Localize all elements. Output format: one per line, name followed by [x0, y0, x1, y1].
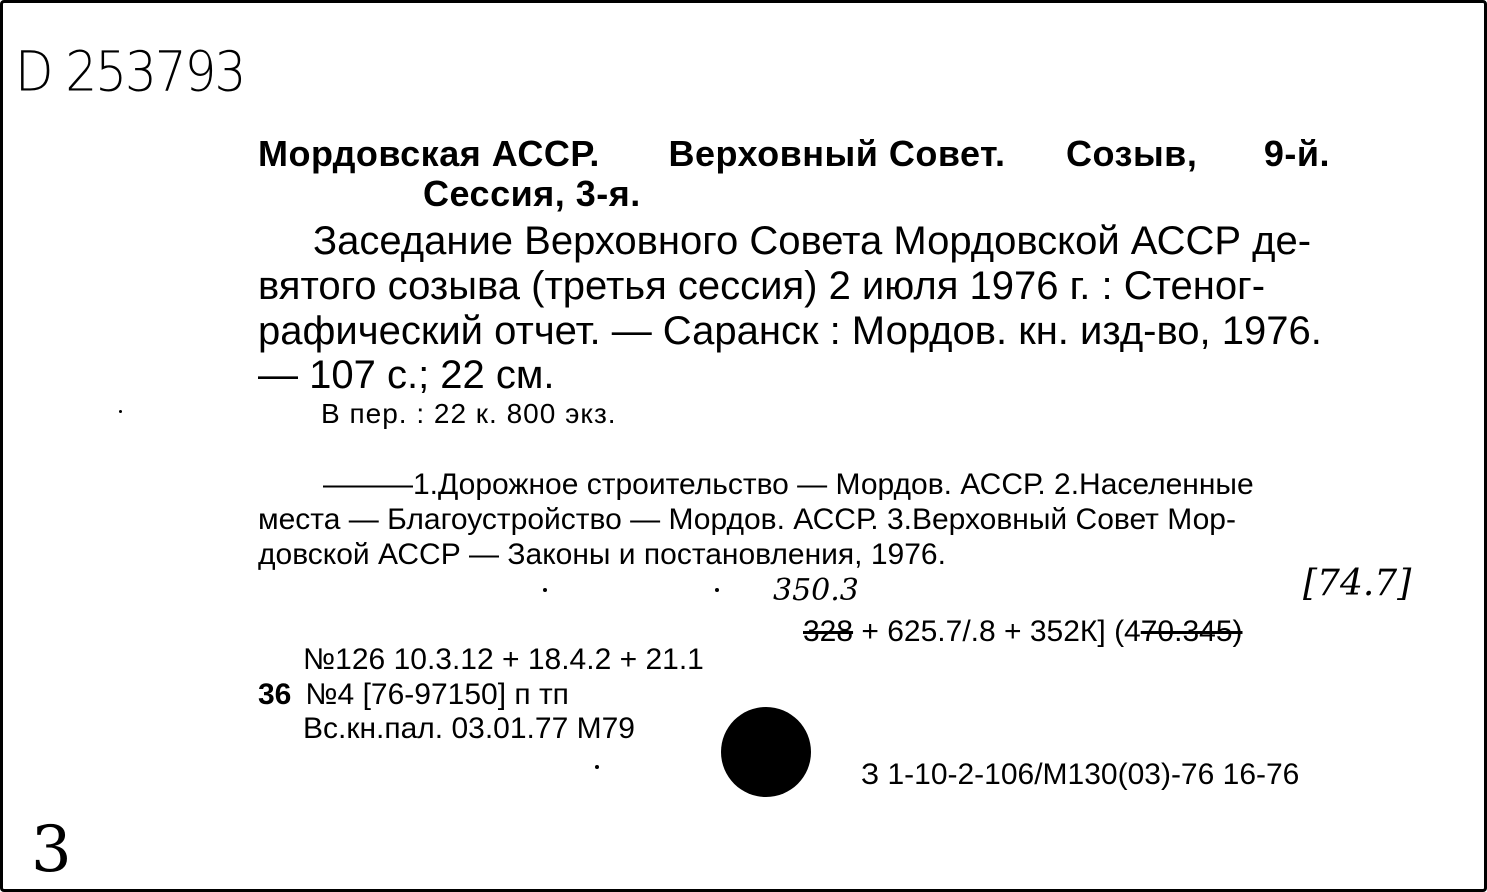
catalog-number: D 253793 [15, 40, 245, 104]
heading-convocation: Созыв, [1066, 133, 1198, 174]
title-line-2: вятого созыва (третья сессия) 2 июля 1976 г. : Стеног- [258, 264, 1266, 308]
handwritten-class: 350.3 [773, 573, 859, 608]
number-line: №126 10.3.12 + 18.4.2 + 21.1 [303, 643, 704, 676]
title-line-3: рафический отчет. — Саранск : Мордов. кн. изд-во, 1976. [258, 309, 1322, 353]
heading-convocation-number: 9-й. [1263, 133, 1330, 174]
speck [119, 410, 122, 413]
punch-hole [721, 707, 811, 797]
heading-line-1 [258, 133, 1330, 175]
price-line: В пер. : 22 к. 800 экз. [321, 398, 617, 429]
class-end-struck: 70.345) [1140, 615, 1243, 648]
handwritten-margin-note: [74.7] [1303, 563, 1412, 604]
number-prefix: 36 [258, 678, 292, 711]
speck [543, 588, 547, 592]
subjects-line-1: ———1.Дорожное строительство — Мордов. АССР. 2.Населенные [323, 468, 1254, 501]
speck [715, 588, 719, 592]
subjects-line-2: места — Благоустройство — Мордов. АССР. 3.Верховный Совет Мор- [258, 503, 1236, 536]
heading-council: Верховный Совет. [668, 133, 1006, 174]
chamber-line: Вс.кн.пал. 03.01.77 М79 [303, 712, 635, 745]
subjects-line-3: довской АССР — Законы и постановления, 1976. [258, 538, 946, 571]
number-line-2-text: №4 [76-97150] п тп [305, 678, 569, 711]
heading-session: Сессия, 3-я. [423, 173, 641, 214]
title-line-4: — 107 с.; 22 см. [258, 353, 555, 397]
bottom-code: З 1-10-2-106/М130(03)-76 16-76 [861, 758, 1300, 791]
number-line-2 [258, 678, 569, 712]
page-mark: 3 [31, 813, 72, 887]
title-line-1: Заседание Верховного Совета Мордовской АССР де- [313, 219, 1312, 263]
classification-index [803, 615, 1243, 649]
heading-republic: Мордовская АССР. [258, 133, 600, 174]
speck [595, 765, 599, 769]
class-struck: 328 [803, 615, 854, 648]
class-rest: + 625.7/.8 + 352К] (4 [853, 615, 1141, 648]
